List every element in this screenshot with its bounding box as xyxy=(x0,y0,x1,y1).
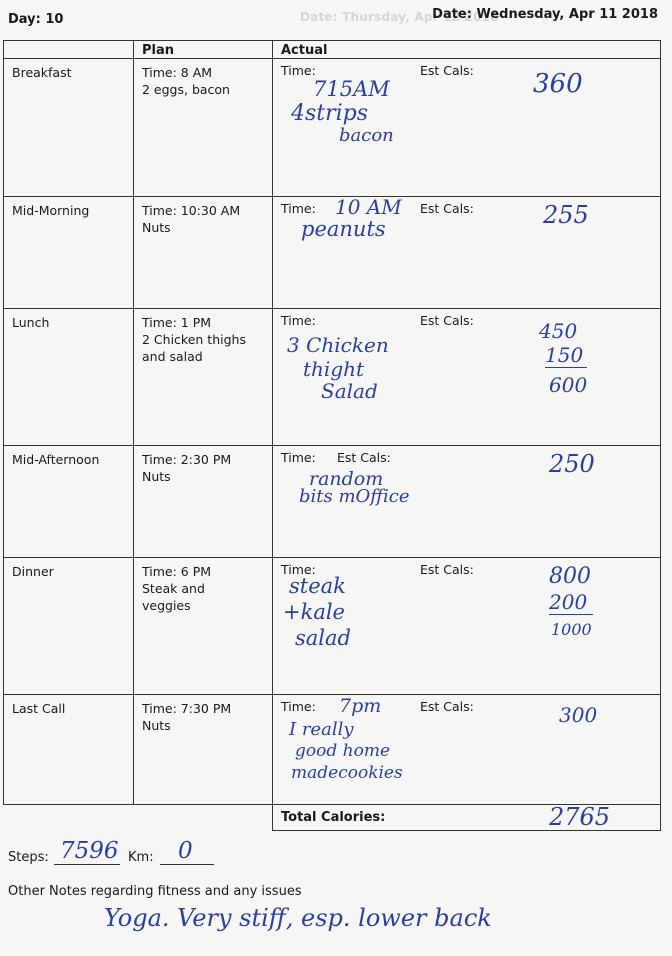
date-label: Date: Wednesday, Apr 11 2018 xyxy=(432,7,658,22)
est-cals-label: Est Cals: xyxy=(420,562,474,577)
blank-header xyxy=(4,41,134,59)
meal-row-last-call xyxy=(4,695,661,805)
est-cals-label: Est Cals: xyxy=(420,313,474,328)
meal-name: Mid-Morning xyxy=(4,197,134,309)
meal-name: Breakfast xyxy=(4,59,134,197)
plan-time: Time: 7:30 PM xyxy=(142,701,232,716)
handwritten-calories: 255 xyxy=(543,201,589,229)
handwritten-calories: 150 xyxy=(545,345,587,368)
plan-cell xyxy=(134,446,273,558)
plan-item: Nuts xyxy=(142,718,171,733)
handwritten-calories: 800 xyxy=(549,564,591,589)
plan-item: 2 Chicken thighs xyxy=(142,332,246,347)
est-cals-label: Est Cals: xyxy=(420,63,474,78)
bleed-through-text: Date: Thursday, Apr 12 2018 xyxy=(300,10,499,24)
plan-item: and salad xyxy=(142,349,203,364)
plan-cell xyxy=(134,59,273,197)
actual-header: Actual xyxy=(273,41,661,59)
plan-cell xyxy=(134,695,273,805)
handwritten-steps: 7596 xyxy=(60,838,119,864)
est-cals-label: Est Cals: xyxy=(420,201,474,216)
actual-cell xyxy=(273,309,661,446)
actual-cell xyxy=(273,59,661,197)
meal-log-table xyxy=(3,40,661,831)
plan-cell xyxy=(134,309,273,446)
meal-row-breakfast xyxy=(4,59,661,197)
steps-underline xyxy=(54,864,120,865)
handwritten-note: bacon xyxy=(339,125,394,146)
handwritten-calories: 360 xyxy=(533,69,583,99)
total-cell xyxy=(273,805,661,831)
handwritten-time: 10 AM xyxy=(335,195,402,219)
handwritten-calories: 450 xyxy=(539,319,578,343)
blank-cell xyxy=(4,805,134,831)
meal-row-mid-morning xyxy=(4,197,661,309)
total-row xyxy=(4,805,661,831)
total-calories-label: Total Calories: xyxy=(281,810,386,825)
handwritten-calories: 300 xyxy=(559,703,598,727)
handwritten-total-calories: 2765 xyxy=(549,803,611,831)
time-label: Time: xyxy=(281,313,316,328)
handwritten-note: 4strips xyxy=(291,101,369,126)
plan-time: Time: 1 PM xyxy=(142,315,212,330)
actual-cell xyxy=(273,446,661,558)
plan-cell xyxy=(134,558,273,695)
steps-label: Steps: xyxy=(8,850,49,865)
notes-label: Other Notes regarding fitness and any issues xyxy=(8,884,302,899)
plan-item: Nuts xyxy=(142,220,171,235)
meal-name: Mid-Afternoon xyxy=(4,446,134,558)
time-label: Time: xyxy=(281,63,316,78)
handwritten-note: 3 Chicken xyxy=(287,333,389,357)
table-header-row xyxy=(4,41,661,59)
meal-name: Lunch xyxy=(4,309,134,446)
meal-name: Dinner xyxy=(4,558,134,695)
handwritten-note: Salad xyxy=(321,379,378,403)
plan-item: Nuts xyxy=(142,469,171,484)
plan-item: 2 eggs, bacon xyxy=(142,82,230,97)
handwritten-note: good home xyxy=(295,741,391,761)
actual-cell xyxy=(273,197,661,309)
plan-time: Time: 6 PM xyxy=(142,564,212,579)
handwritten-note: thight xyxy=(303,357,365,381)
handwritten-note: salad xyxy=(295,626,351,650)
handwritten-calories: 200 xyxy=(549,592,593,615)
km-underline xyxy=(160,864,214,865)
handwritten-time: 7pm xyxy=(339,695,382,717)
handwritten-calories: 250 xyxy=(549,450,595,478)
plan-time: Time: 8 AM xyxy=(142,65,213,80)
handwritten-note: +kale xyxy=(283,600,345,624)
handwritten-note: peanuts xyxy=(301,217,386,241)
handwritten-note: I really xyxy=(289,719,354,740)
handwritten-note: madecookies xyxy=(291,763,403,783)
est-cals-label: Est Cals: xyxy=(420,699,474,714)
handwritten-calories-subtotal: 1000 xyxy=(551,620,592,639)
handwritten-note: bits mOffice xyxy=(299,486,410,507)
handwritten-notes: Yoga. Very stiff, esp. lower back xyxy=(104,904,492,932)
est-cals-label: Est Cals: xyxy=(337,450,391,465)
plan-time: Time: 2:30 PM xyxy=(142,452,232,467)
handwritten-km: 0 xyxy=(178,838,193,864)
plan-cell xyxy=(134,197,273,309)
handwritten-calories-subtotal: 600 xyxy=(549,373,588,397)
plan-item: veggies xyxy=(142,598,191,613)
meal-row-dinner xyxy=(4,558,661,695)
time-label: Time: xyxy=(281,450,316,465)
blank-cell xyxy=(134,805,273,831)
time-label: Time: xyxy=(281,562,316,577)
plan-time: Time: 10:30 AM xyxy=(142,203,241,218)
day-label: Day: 10 xyxy=(8,12,64,27)
meal-row-lunch xyxy=(4,309,661,446)
actual-cell xyxy=(273,558,661,695)
actual-cell xyxy=(273,695,661,805)
meal-row-mid-afternoon xyxy=(4,446,661,558)
handwritten-note: random xyxy=(309,468,384,490)
plan-item: Steak and xyxy=(142,581,205,596)
time-label: Time: xyxy=(281,699,316,714)
handwritten-note: steak xyxy=(289,574,346,598)
km-label: Km: xyxy=(128,850,154,865)
time-label: Time: xyxy=(281,201,316,216)
plan-header: Plan xyxy=(134,41,273,59)
meal-name: Last Call xyxy=(4,695,134,805)
handwritten-time: 715AM xyxy=(313,77,390,101)
